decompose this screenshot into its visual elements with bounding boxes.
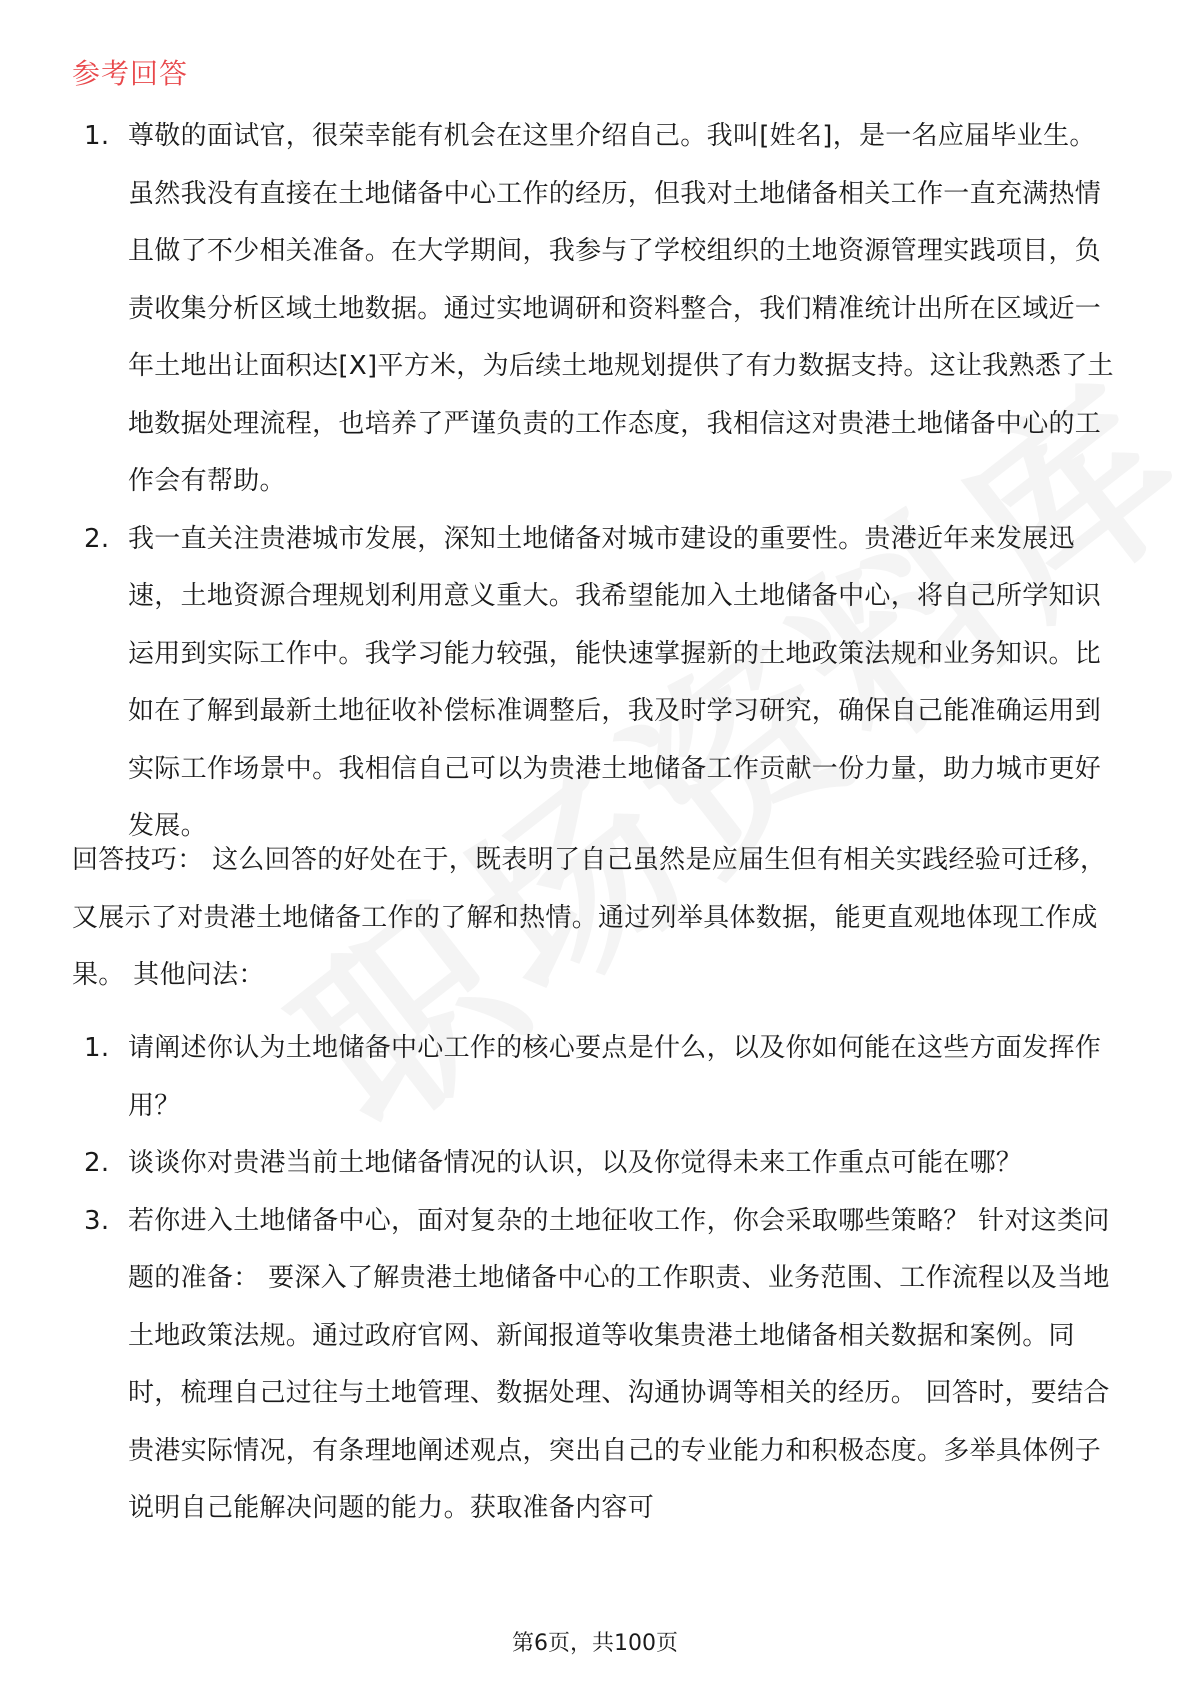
item-number: 2.	[84, 1148, 110, 1178]
item-number: 1.	[84, 1033, 110, 1063]
item-number: 2.	[84, 523, 110, 554]
section-title: 参考回答	[72, 57, 189, 90]
item-text: 谈谈你对贵港当前土地储备情况的认识，以及你觉得未来工作重点可能在哪？	[128, 1148, 1023, 1178]
list-item	[0, 1020, 1190, 1135]
item-number: 1.	[84, 121, 110, 151]
item-text: 请阐述你认为土地储备中心工作的核心要点是什么，以及你如何能在这些方面发挥作用？	[128, 1033, 1102, 1121]
item-number: 3.	[84, 1205, 110, 1236]
answer-list	[0, 108, 1190, 856]
tips-paragraph: 回答技巧： 这么回答的好处在于，既表明了自己虽然是应届生但有相关实践经验可迁移，又展示了对贵港土地储备工作的了解和热情。通过列举具体数据，能更直观地体现工作成果。 其他问法：	[72, 845, 1107, 990]
list-item	[0, 108, 1190, 511]
question-list	[0, 1020, 1190, 1538]
page-footer: 第6页，共100页	[512, 1631, 678, 1656]
list-item	[0, 1135, 1190, 1193]
list-item	[0, 1193, 1190, 1538]
list-item	[0, 511, 1190, 856]
item-text: 我一直关注贵港城市发展，深知土地储备对城市建设的重要性。贵港近年来发展迅速，土地资源合理规划利用意义重大。我希望能加入土地储备中心，将自己所学知识运用到实际工作中。我学习能力较强，能快速掌握新的土地政策法规和业务知识。比如在了解到最新土地征收补偿标准调整后，我及时学习研究，确保自己能准确运用到实际工作场景中。我相信自己可以为贵港土地储备工作贡献一份力量，助力城市更好发展。	[128, 523, 1102, 841]
item-text: 若你进入土地储备中心，面对复杂的土地征收工作，你会采取哪些策略？ 针对这类问题的准备： 要深入了解贵港土地储备中心的工作职责、业务范围、工作流程以及当地土地政策法规。通过政府官网、新闻报道等收集贵港土地储备相关数据和案例。同时，梳理自己过往与土地管理、数据处理、沟通协调等相关的经历。 回答时，要结合贵港实际情况，有条理地阐述观点，突出自己的专业能力和积极态度。多举具体例子说明自己能解决问题的能力。获取准备内容可	[128, 1205, 1110, 1523]
item-text: 尊敬的面试官，很荣幸能有机会在这里介绍自己。我叫[姓名]，是一名应届毕业生。虽然我没有直接在土地储备中心工作的经历，但我对土地储备相关工作一直充满热情且做了不少相关准备。在大学期间，我参与了学校组织的土地资源管理实践项目，负责收集分析区域土地数据。通过实地调研和资料整合，我们精准统计出所在区域近一年土地出让面积达[X]平方米，为后续土地规划提供了有力数据支持。这让我熟悉了土地数据处理流程，也培养了严谨负责的工作态度，我相信这对贵港土地储备中心的工作会有帮助。	[128, 121, 1114, 496]
